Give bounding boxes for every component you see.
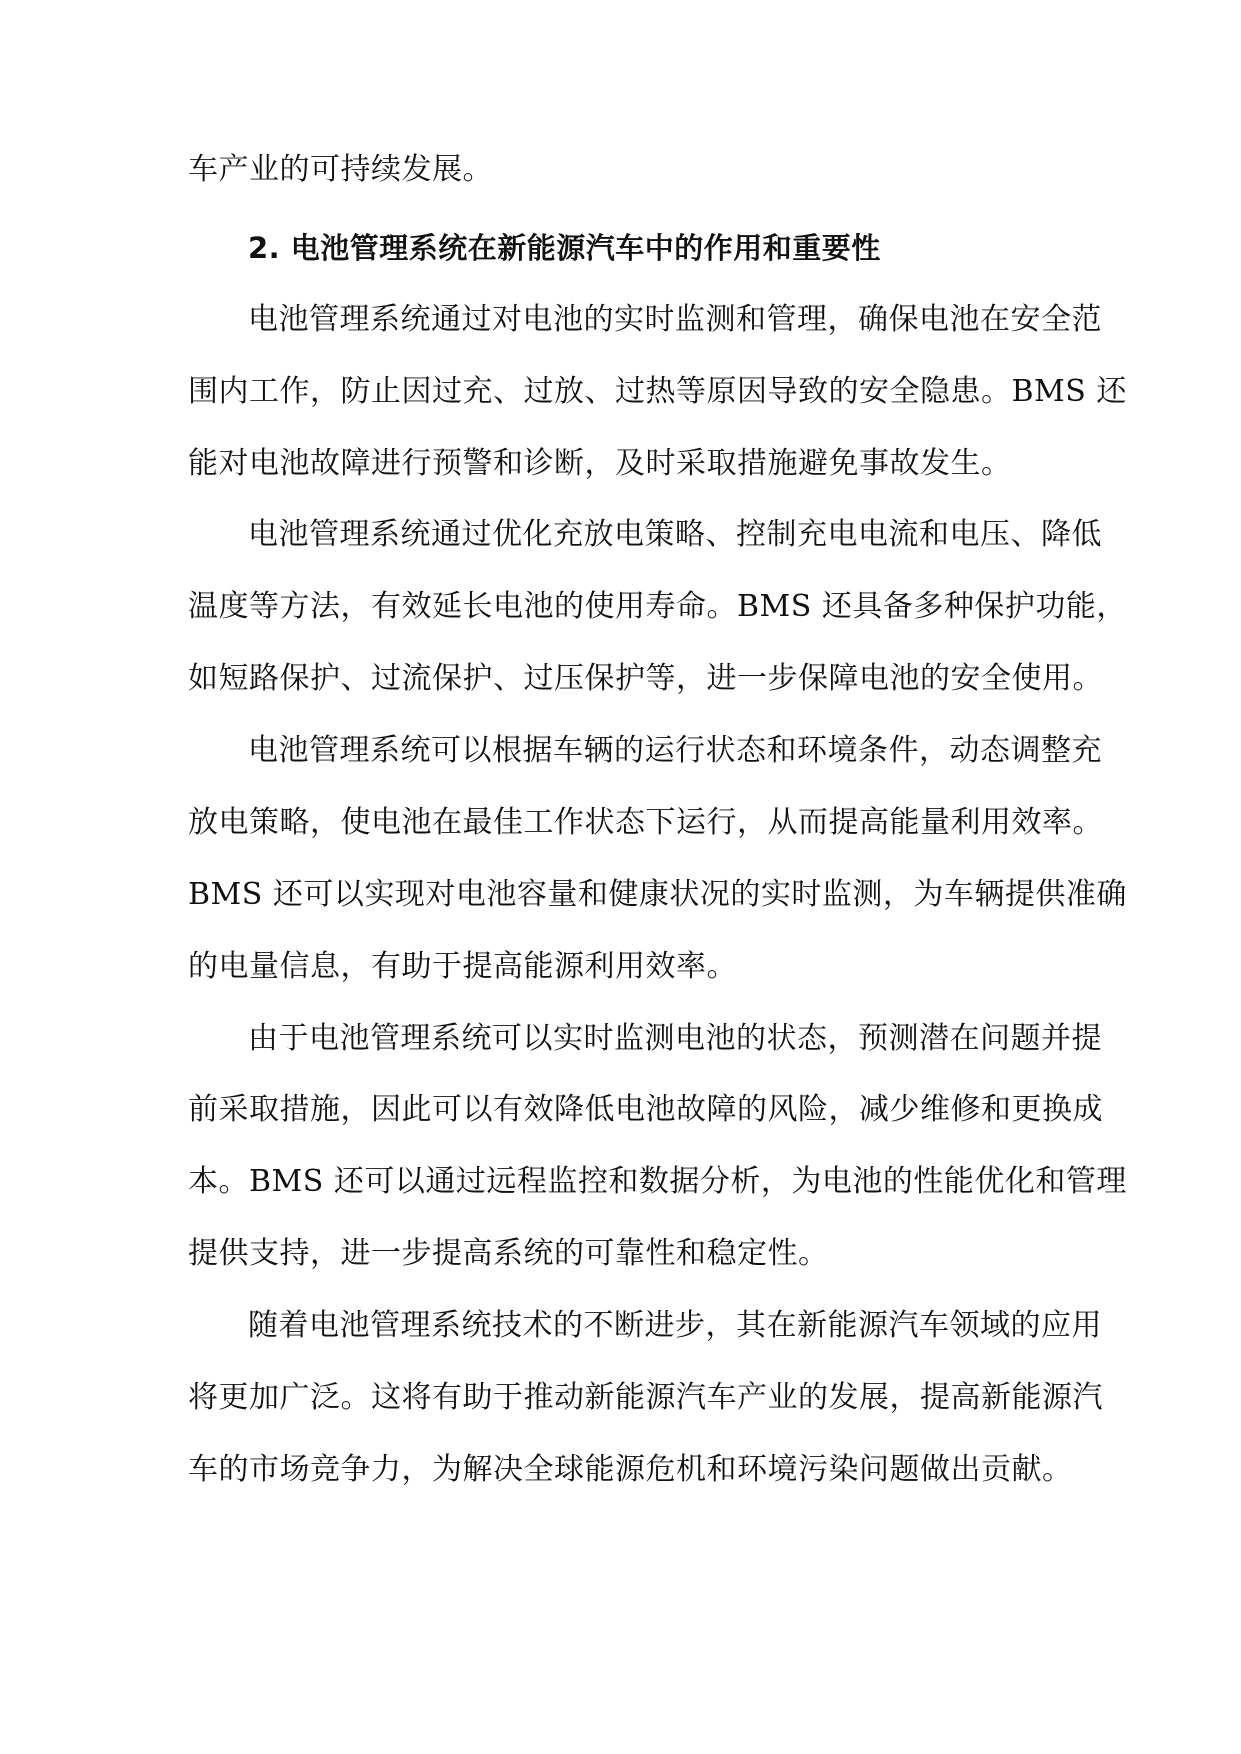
- text-line: 车的市场竞争力，为解决全球能源危机和环境污染问题做出贡献。: [188, 1452, 1073, 1487]
- text-line: 放电策略，使电池在最佳工作状态下运行，从而提高能量利用效率。: [188, 805, 1103, 840]
- text-line: 电池管理系统通过优化充放电策略、控制充电电流和电压、降低: [248, 517, 1102, 552]
- section-heading: 2. 电池管理系统在新能源汽车中的作用和重要性: [248, 231, 881, 265]
- text-line: 温度等方法，有效延长电池的使用寿命。BMS 还具备多种保护功能，: [188, 589, 1127, 624]
- text-line: 电池管理系统可以根据车辆的运行状态和环境条件，动态调整充: [248, 733, 1102, 768]
- text-line: 本。BMS 还可以通过远程监控和数据分析，为电池的性能优化和管理: [188, 1164, 1127, 1199]
- text-line: 随着电池管理系统技术的不断进步，其在新能源汽车领域的应用: [248, 1308, 1102, 1343]
- text-line: 由于电池管理系统可以实时监测电池的状态，预测潜在问题并提: [248, 1021, 1102, 1056]
- text-line: 将更加广泛。这将有助于推动新能源汽车产业的发展，提高新能源汽: [188, 1380, 1103, 1415]
- text-line: 的电量信息，有助于提高能源利用效率。: [188, 949, 737, 984]
- text-line: 前采取措施，因此可以有效降低电池故障的风险，减少维修和更换成: [188, 1092, 1103, 1127]
- text-line: 提供支持，进一步提高系统的可靠性和稳定性。: [188, 1236, 829, 1271]
- text-line: 围内工作，防止因过充、过放、过热等原因导致的安全隐患。BMS 还: [188, 374, 1127, 409]
- text-line: 车产业的可持续发展。: [188, 152, 493, 187]
- text-line: 如短路保护、过流保护、过压保护等，进一步保障电池的安全使用。: [188, 661, 1103, 696]
- text-line: BMS 还可以实现对电池容量和健康状况的实时监测，为车辆提供准确: [188, 877, 1127, 912]
- text-line: 能对电池故障进行预警和诊断，及时采取措施避免事故发生。: [188, 446, 1012, 481]
- text-line: 电池管理系统通过对电池的实时监测和管理，确保电池在安全范: [248, 302, 1102, 337]
